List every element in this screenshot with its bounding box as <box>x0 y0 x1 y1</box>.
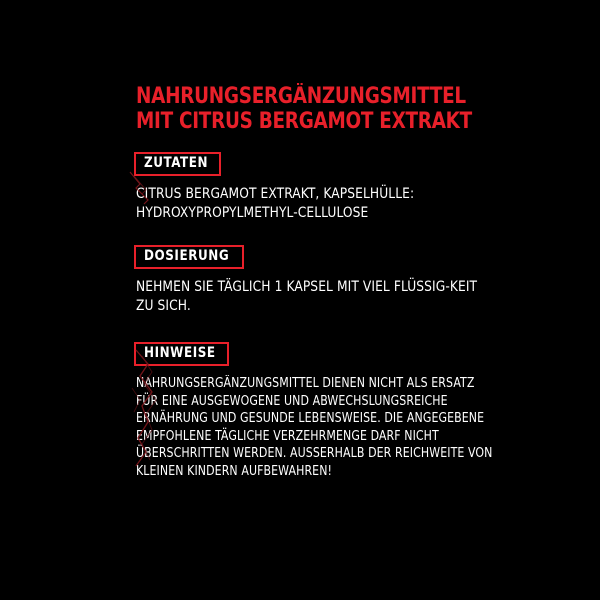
warnings-heading-box <box>134 342 229 366</box>
ingredients-heading-box <box>134 152 221 176</box>
label-content <box>136 84 496 480</box>
dosage-heading-box <box>134 245 244 269</box>
product-title-line-1: NAHRUNGSERGÄNZUNGSMITTEL <box>136 84 466 109</box>
ingredients-heading: ZUTATEN <box>144 155 209 171</box>
section-ingredients <box>136 152 496 223</box>
dosage-text: NEHMEN SIE TÄGLICH 1 KAPSEL MIT VIEL FLÜSSIG-KEIT ZU SICH. <box>136 279 478 314</box>
product-title-line-2: MIT CITRUS BERGAMOT EXTRAKT <box>136 109 472 134</box>
section-warnings <box>136 342 496 480</box>
warnings-text: NAHRUNGSERGÄNZUNGSMITTEL DIENEN NICHT ALS ERSATZ FÜR EINE AUSGEWOGENE UND ABWECHSLUNGSREICHE ERNÄHRUNG UND GESUNDE LEBENSWEISE. DIE ANGEGEBENE EMPFOHLENE TÄGLICHE VERZEHRMENGE DARF NICHT ÜBERSCHRITTEN WERDEN. AUSSERHALB DER REICHWEITE VON KLEINEN KINDERN AUFBEWAHREN! <box>136 376 493 479</box>
ingredients-text: CITRUS BERGAMOT EXTRAKT, KAPSELHÜLLE: HYDROXYPROPYLMETHYL-CELLULOSE <box>136 186 415 221</box>
warnings-heading: HINWEISE <box>144 345 216 361</box>
section-dosage <box>136 245 496 316</box>
product-title <box>136 84 471 134</box>
dosage-heading: DOSIERUNG <box>144 248 230 264</box>
